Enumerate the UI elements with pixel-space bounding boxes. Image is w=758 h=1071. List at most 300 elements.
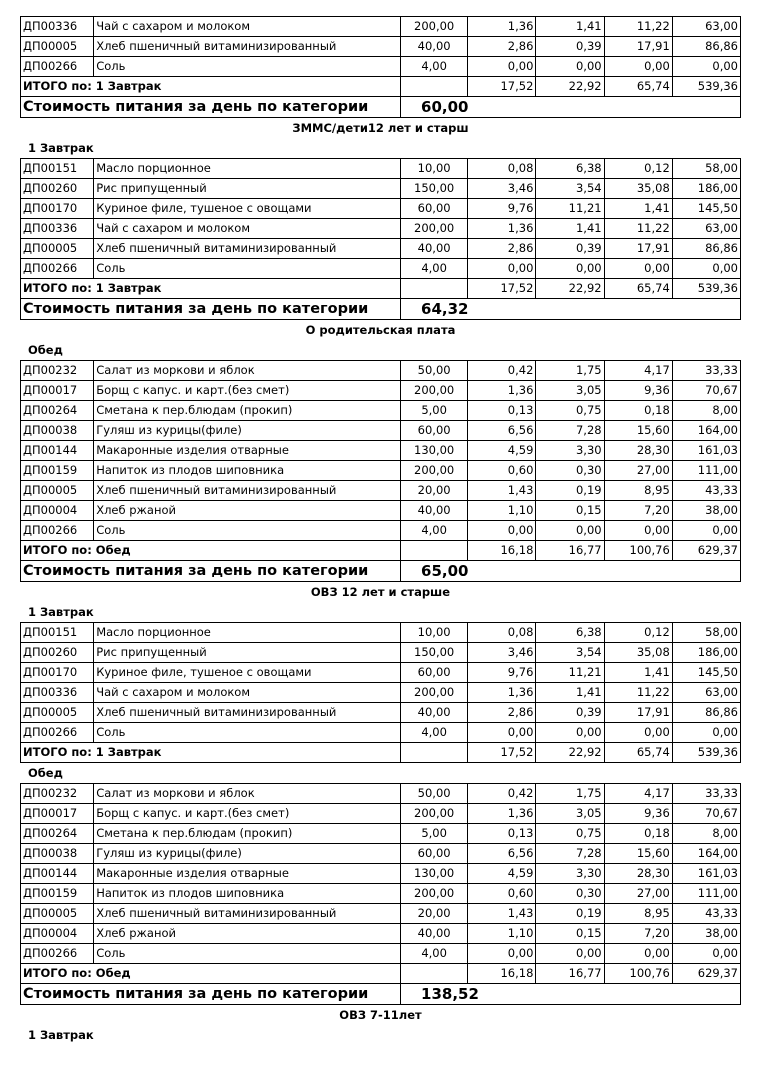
dish-code: ДП00005 [21,904,94,924]
dish-quantity: 10,00 [401,159,468,179]
dish-quantity: 150,00 [401,643,468,663]
dish-fat: 1,75 [536,361,604,381]
dish-fat: 1,41 [536,683,604,703]
dish-row [21,643,741,663]
total-carbs: 65,74 [604,77,672,97]
dish-calories: 86,86 [672,37,740,57]
dish-name: Макаронные изделия отварные [94,864,401,884]
dish-quantity: 4,00 [401,944,468,964]
dish-name: Куриное филе, тушеное с овощами [94,199,401,219]
dish-name: Сметана к пер.блюдам (прокип) [94,824,401,844]
dish-row [21,199,741,219]
dish-carbs: 4,17 [604,784,672,804]
dish-calories: 33,33 [672,361,740,381]
dish-code: ДП00038 [21,421,94,441]
dish-protein: 1,36 [468,17,536,37]
dish-carbs: 11,22 [604,219,672,239]
dish-protein: 4,59 [468,864,536,884]
dish-quantity: 200,00 [401,884,468,904]
dish-quantity: 200,00 [401,381,468,401]
dish-protein: 1,43 [468,481,536,501]
dish-row [21,884,741,904]
dish-quantity: 40,00 [401,703,468,723]
dish-carbs: 1,41 [604,199,672,219]
total-quantity [401,77,468,97]
cost-row [21,97,741,118]
total-row [21,743,741,763]
dish-fat: 3,30 [536,441,604,461]
dish-row [21,461,741,481]
dish-calories: 8,00 [672,824,740,844]
dish-name: Хлеб ржаной [94,501,401,521]
category-title: ОВЗ 7-11лет [339,1008,422,1022]
dish-fat: 1,41 [536,219,604,239]
dish-carbs: 17,91 [604,703,672,723]
total-label: ИТОГО по: 1 Завтрак [21,279,401,299]
dish-carbs: 11,22 [604,683,672,703]
meal-title: Обед [28,766,63,780]
dish-carbs: 27,00 [604,884,672,904]
dish-protein: 0,13 [468,401,536,421]
dish-code: ДП00005 [21,37,94,57]
dish-name: Соль [94,57,401,77]
dish-quantity: 50,00 [401,361,468,381]
total-fat: 16,77 [536,541,604,561]
dish-calories: 63,00 [672,683,740,703]
dish-name: Хлеб пшеничный витаминизированный [94,904,401,924]
dish-code: ДП00260 [21,643,94,663]
dish-row [21,683,741,703]
dish-carbs: 27,00 [604,461,672,481]
dish-protein: 0,08 [468,623,536,643]
dish-protein: 0,60 [468,461,536,481]
dish-calories: 63,00 [672,219,740,239]
dish-quantity: 10,00 [401,623,468,643]
cost-value: 60,00 [401,97,741,118]
total-calories: 539,36 [672,743,740,763]
dish-fat: 0,30 [536,884,604,904]
dish-quantity: 50,00 [401,784,468,804]
total-carbs: 65,74 [604,743,672,763]
cost-label: Стоимость питания за день по категории [21,97,401,118]
dish-fat: 0,15 [536,924,604,944]
dish-protein: 1,36 [468,804,536,824]
dish-fat: 3,54 [536,179,604,199]
dish-name: Хлеб пшеничный витаминизированный [94,239,401,259]
dish-calories: 164,00 [672,421,740,441]
cost-row [21,984,741,1005]
total-quantity [401,964,468,984]
dish-quantity: 130,00 [401,864,468,884]
dish-quantity: 40,00 [401,239,468,259]
dish-row [21,179,741,199]
total-carbs: 100,76 [604,541,672,561]
dish-row [21,239,741,259]
dish-protein: 0,00 [468,57,536,77]
dish-carbs: 0,12 [604,159,672,179]
dish-code: ДП00144 [21,441,94,461]
dish-protein: 0,13 [468,824,536,844]
dish-carbs: 35,08 [604,179,672,199]
total-protein: 17,52 [468,743,536,763]
dish-fat: 0,39 [536,37,604,57]
dish-code: ДП00336 [21,683,94,703]
total-fat: 16,77 [536,964,604,984]
dish-row [21,723,741,743]
dish-code: ДП00170 [21,663,94,683]
dish-name: Макаронные изделия отварные [94,441,401,461]
dish-protein: 1,10 [468,501,536,521]
dish-carbs: 9,36 [604,804,672,824]
dish-name: Гуляш из курицы(филе) [94,421,401,441]
dish-fat: 1,75 [536,784,604,804]
dish-code: ДП00151 [21,623,94,643]
dish-name: Салат из моркови и яблок [94,784,401,804]
dish-name: Хлеб пшеничный витаминизированный [94,37,401,57]
category-title: О родительская плата [305,323,456,337]
dish-calories: 145,50 [672,199,740,219]
dish-carbs: 0,18 [604,401,672,421]
dish-quantity: 4,00 [401,723,468,743]
dish-calories: 58,00 [672,623,740,643]
dish-carbs: 28,30 [604,441,672,461]
dish-quantity: 60,00 [401,421,468,441]
total-calories: 629,37 [672,964,740,984]
dish-calories: 70,67 [672,381,740,401]
total-label: ИТОГО по: 1 Завтрак [21,743,401,763]
dish-fat: 3,05 [536,804,604,824]
dish-name: Напиток из плодов шиповника [94,461,401,481]
menu-report [20,16,741,1045]
dish-calories: 164,00 [672,844,740,864]
dish-name: Чай с сахаром и молоком [94,219,401,239]
dish-calories: 86,86 [672,703,740,723]
dish-quantity: 4,00 [401,521,468,541]
dish-quantity: 5,00 [401,401,468,421]
dish-code: ДП00017 [21,804,94,824]
dish-fat: 0,75 [536,401,604,421]
dish-row [21,37,741,57]
dish-quantity: 4,00 [401,259,468,279]
dish-code: ДП00266 [21,944,94,964]
dish-calories: 86,86 [672,239,740,259]
dish-fat: 6,38 [536,623,604,643]
dish-carbs: 8,95 [604,481,672,501]
dish-carbs: 0,00 [604,57,672,77]
dish-quantity: 200,00 [401,804,468,824]
dish-name: Борщ с капус. и карт.(без смет) [94,804,401,824]
dish-code: ДП00264 [21,824,94,844]
dish-protein: 3,46 [468,179,536,199]
dish-row [21,784,741,804]
total-protein: 16,18 [468,541,536,561]
dish-name: Салат из моркови и яблок [94,361,401,381]
dish-calories: 58,00 [672,159,740,179]
dish-fat: 3,05 [536,381,604,401]
menu-table [20,360,741,582]
dish-code: ДП00260 [21,179,94,199]
dish-row [21,904,741,924]
total-quantity [401,743,468,763]
cost-value: 65,00 [401,561,741,582]
dish-calories: 111,00 [672,884,740,904]
dish-protein: 1,36 [468,381,536,401]
dish-carbs: 17,91 [604,37,672,57]
dish-row [21,481,741,501]
dish-calories: 0,00 [672,723,740,743]
dish-carbs: 0,00 [604,723,672,743]
menu-table [20,783,741,1005]
dish-calories: 0,00 [672,944,740,964]
dish-protein: 2,86 [468,703,536,723]
dish-quantity: 20,00 [401,904,468,924]
total-row [21,964,741,984]
dish-fat: 7,28 [536,844,604,864]
dish-protein: 2,86 [468,239,536,259]
dish-row [21,57,741,77]
dish-fat: 11,21 [536,663,604,683]
dish-row [21,844,741,864]
dish-protein: 0,08 [468,159,536,179]
dish-code: ДП00266 [21,259,94,279]
dish-calories: 43,33 [672,481,740,501]
dish-row [21,521,741,541]
dish-quantity: 60,00 [401,663,468,683]
dish-protein: 2,86 [468,37,536,57]
dish-quantity: 150,00 [401,179,468,199]
dish-carbs: 11,22 [604,17,672,37]
dish-fat: 0,39 [536,239,604,259]
total-fat: 22,92 [536,77,604,97]
dish-quantity: 200,00 [401,17,468,37]
dish-carbs: 35,08 [604,643,672,663]
dish-row [21,159,741,179]
dish-fat: 0,30 [536,461,604,481]
cost-value: 138,52 [401,984,741,1005]
dish-quantity: 130,00 [401,441,468,461]
dish-code: ДП00336 [21,219,94,239]
dish-row [21,421,741,441]
dish-name: Масло порционное [94,159,401,179]
dish-fat: 0,39 [536,703,604,723]
total-protein: 16,18 [468,964,536,984]
dish-code: ДП00170 [21,199,94,219]
dish-quantity: 40,00 [401,501,468,521]
dish-protein: 6,56 [468,844,536,864]
dish-protein: 0,42 [468,784,536,804]
dish-code: ДП00159 [21,884,94,904]
dish-code: ДП00232 [21,784,94,804]
dish-protein: 0,00 [468,259,536,279]
dish-name: Чай с сахаром и молоком [94,17,401,37]
total-row [21,77,741,97]
total-calories: 539,36 [672,279,740,299]
total-quantity [401,541,468,561]
dish-row [21,441,741,461]
dish-quantity: 60,00 [401,199,468,219]
total-calories: 539,36 [672,77,740,97]
dish-protein: 9,76 [468,663,536,683]
dish-fat: 1,41 [536,17,604,37]
dish-calories: 0,00 [672,259,740,279]
dish-carbs: 15,60 [604,421,672,441]
dish-protein: 0,42 [468,361,536,381]
dish-quantity: 60,00 [401,844,468,864]
dish-code: ДП00266 [21,57,94,77]
dish-fat: 6,38 [536,159,604,179]
dish-carbs: 7,20 [604,501,672,521]
dish-code: ДП00004 [21,501,94,521]
cost-label: Стоимость питания за день по категории [21,561,401,582]
dish-carbs: 0,00 [604,521,672,541]
meal-title: 1 Завтрак [28,605,94,619]
dish-row [21,219,741,239]
dish-code: ДП00266 [21,723,94,743]
dish-fat: 0,00 [536,259,604,279]
total-quantity [401,279,468,299]
dish-name: Рис припущенный [94,179,401,199]
dish-name: Масло порционное [94,623,401,643]
dish-code: ДП00159 [21,461,94,481]
total-calories: 629,37 [672,541,740,561]
dish-fat: 0,00 [536,944,604,964]
dish-name: Куриное филе, тушеное с овощами [94,663,401,683]
dish-protein: 1,36 [468,219,536,239]
dish-name: Соль [94,521,401,541]
meal-title: Обед [28,343,63,357]
cost-row [21,299,741,320]
dish-carbs: 1,41 [604,663,672,683]
dish-quantity: 4,00 [401,57,468,77]
dish-row [21,864,741,884]
dish-protein: 1,43 [468,904,536,924]
dish-code: ДП00005 [21,481,94,501]
dish-fat: 0,19 [536,481,604,501]
dish-protein: 4,59 [468,441,536,461]
dish-protein: 0,00 [468,944,536,964]
dish-fat: 0,00 [536,57,604,77]
dish-calories: 0,00 [672,57,740,77]
dish-row [21,401,741,421]
dish-name: Чай с сахаром и молоком [94,683,401,703]
dish-code: ДП00151 [21,159,94,179]
dish-code: ДП00017 [21,381,94,401]
dish-name: Хлеб ржаной [94,924,401,944]
dish-quantity: 20,00 [401,481,468,501]
cost-label: Стоимость питания за день по категории [21,984,401,1005]
dish-calories: 43,33 [672,904,740,924]
dish-calories: 38,00 [672,924,740,944]
dish-carbs: 0,18 [604,824,672,844]
dish-row [21,944,741,964]
dish-calories: 33,33 [672,784,740,804]
dish-fat: 0,75 [536,824,604,844]
dish-calories: 186,00 [672,643,740,663]
dish-calories: 63,00 [672,17,740,37]
dish-carbs: 15,60 [604,844,672,864]
dish-row [21,824,741,844]
dish-name: Борщ с капус. и карт.(без смет) [94,381,401,401]
dish-protein: 0,60 [468,884,536,904]
dish-protein: 3,46 [468,643,536,663]
dish-fat: 11,21 [536,199,604,219]
dish-name: Рис припущенный [94,643,401,663]
dish-calories: 145,50 [672,663,740,683]
dish-name: Напиток из плодов шиповника [94,884,401,904]
total-protein: 17,52 [468,77,536,97]
dish-quantity: 200,00 [401,461,468,481]
menu-table [20,622,741,763]
total-carbs: 100,76 [604,964,672,984]
dish-code: ДП00005 [21,239,94,259]
dish-name: Соль [94,944,401,964]
dish-calories: 161,03 [672,864,740,884]
dish-calories: 111,00 [672,461,740,481]
dish-name: Соль [94,723,401,743]
total-fat: 22,92 [536,743,604,763]
dish-protein: 1,36 [468,683,536,703]
dish-fat: 7,28 [536,421,604,441]
dish-code: ДП00266 [21,521,94,541]
dish-carbs: 0,00 [604,259,672,279]
dish-row [21,623,741,643]
dish-carbs: 0,00 [604,944,672,964]
dish-name: Хлеб пшеничный витаминизированный [94,703,401,723]
total-fat: 22,92 [536,279,604,299]
total-carbs: 65,74 [604,279,672,299]
dish-carbs: 7,20 [604,924,672,944]
dish-protein: 0,00 [468,521,536,541]
dish-carbs: 17,91 [604,239,672,259]
dish-fat: 0,00 [536,521,604,541]
dish-calories: 186,00 [672,179,740,199]
dish-quantity: 200,00 [401,219,468,239]
total-protein: 17,52 [468,279,536,299]
dish-code: ДП00038 [21,844,94,864]
dish-code: ДП00144 [21,864,94,884]
dish-row [21,703,741,723]
cost-label: Стоимость питания за день по категории [21,299,401,320]
dish-protein: 0,00 [468,723,536,743]
dish-quantity: 5,00 [401,824,468,844]
dish-name: Соль [94,259,401,279]
category-title: ЗММС/дети12 лет и старш [292,121,469,135]
dish-code: ДП00336 [21,17,94,37]
dish-fat: 0,00 [536,723,604,743]
dish-row [21,17,741,37]
dish-carbs: 9,36 [604,381,672,401]
dish-row [21,804,741,824]
dish-quantity: 40,00 [401,37,468,57]
dish-row [21,924,741,944]
dish-code: ДП00005 [21,703,94,723]
dish-row [21,501,741,521]
dish-calories: 161,03 [672,441,740,461]
total-row [21,541,741,561]
dish-protein: 1,10 [468,924,536,944]
dish-row [21,381,741,401]
dish-row [21,361,741,381]
dish-code: ДП00232 [21,361,94,381]
dish-carbs: 28,30 [604,864,672,884]
dish-name: Сметана к пер.блюдам (прокип) [94,401,401,421]
dish-calories: 38,00 [672,501,740,521]
dish-row [21,663,741,683]
dish-name: Хлеб пшеничный витаминизированный [94,481,401,501]
cost-value: 64,32 [401,299,741,320]
dish-fat: 0,15 [536,501,604,521]
total-label: ИТОГО по: Обед [21,541,401,561]
